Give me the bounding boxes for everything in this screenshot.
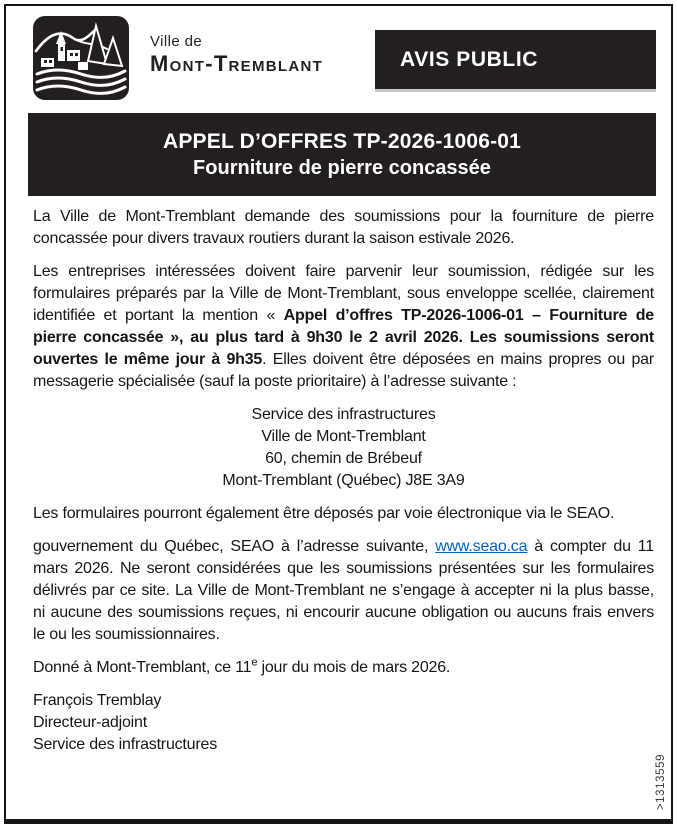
signature-block — [33, 690, 654, 756]
classified-ref-number: >1313559 — [655, 753, 668, 811]
notice-title-line1: APPEL D’OFFRES TP-2026-1006-01 — [162, 130, 522, 153]
seao-link[interactable]: www.seao.ca — [435, 538, 528, 555]
seao-text-end: à compter du 11 mars 2026. Ne seront considérées que les soumissions présentées sur les formulaires délivrés par ce site. La Ville de Mont-Tremblant ne s’engage à accepter ni la plus basse, ni aucune des soumissions reçues, ni encourir aucune obligation ou aucuns frais envers le ou les soumissionnaires. — [33, 538, 655, 643]
paragraph-intro: La Ville de Mont-Tremblant demande des soumissions pour la fourniture de pierre concassée pour divers travaux routiers durant la saison estivale 2026. — [33, 208, 654, 247]
notice-title-bar — [28, 113, 656, 196]
paragraph-dateline — [33, 657, 654, 679]
dateline-text-end: jour du mois de mars 2026. — [257, 659, 451, 676]
notice-title-line2: Fourniture de pierre concassée — [193, 157, 491, 179]
signature-name: François Tremblay — [33, 692, 162, 709]
logo-wordmark — [150, 33, 323, 77]
signature-title: Directeur-adjoint — [33, 714, 147, 731]
paragraph-electronic-filing: Les formulaires pourront également être déposés par voie électronique via le SEAO. — [33, 505, 615, 522]
address-line: Mont-Tremblant (Québec) J8E 3A9 — [222, 472, 465, 489]
logo-text-ville-de: Ville de — [150, 33, 203, 50]
dateline-text-start: Donné à Mont-Tremblant, ce 11 — [33, 659, 252, 676]
avis-public-banner: AVIS PUBLIC — [375, 30, 656, 89]
submission-text-end: . Elles doivent être déposées en mains propres ou par messagerie spécialisée (sauf la poste prioritaire) à l’adresse suivante : — [33, 351, 654, 390]
logo-text-mont-tremblant: Mont-Tremblant — [150, 51, 324, 76]
address-line: Ville de Mont-Tremblant — [261, 428, 426, 445]
seao-text-start: gouvernement du Québec, SEAO à l’adresse suivante, — [33, 538, 436, 555]
paragraph-submission-instructions — [33, 261, 654, 393]
ordinal-superscript: e — [251, 656, 258, 669]
submission-text-start: Les entreprises intéressées doivent faire parvenir leur soumission, rédigée sur les formulaires préparés par la Ville de Mont-Tremblant, sous enveloppe scellée, clairement identifiée et portant la mention « — [33, 263, 654, 324]
notice-sheet — [4, 4, 673, 824]
delivery-address-block — [33, 404, 654, 492]
notice-body — [33, 206, 654, 756]
signature-department: Service des infrastructures — [33, 736, 218, 753]
mont-tremblant-logo-icon — [33, 16, 129, 100]
address-line: 60, chemin de Brébeuf — [265, 450, 422, 467]
submission-deadline-bold: Appel d’offres TP-2026-1006-01 – Fourniture de pierre concassée », au plus tard à 9h30 le 2 avril 2026. Les soumissions seront ouvertes le même jour à 9h35 — [33, 307, 654, 368]
address-line: Service des infrastructures — [251, 406, 436, 423]
paragraph-seao-conditions — [33, 536, 654, 646]
